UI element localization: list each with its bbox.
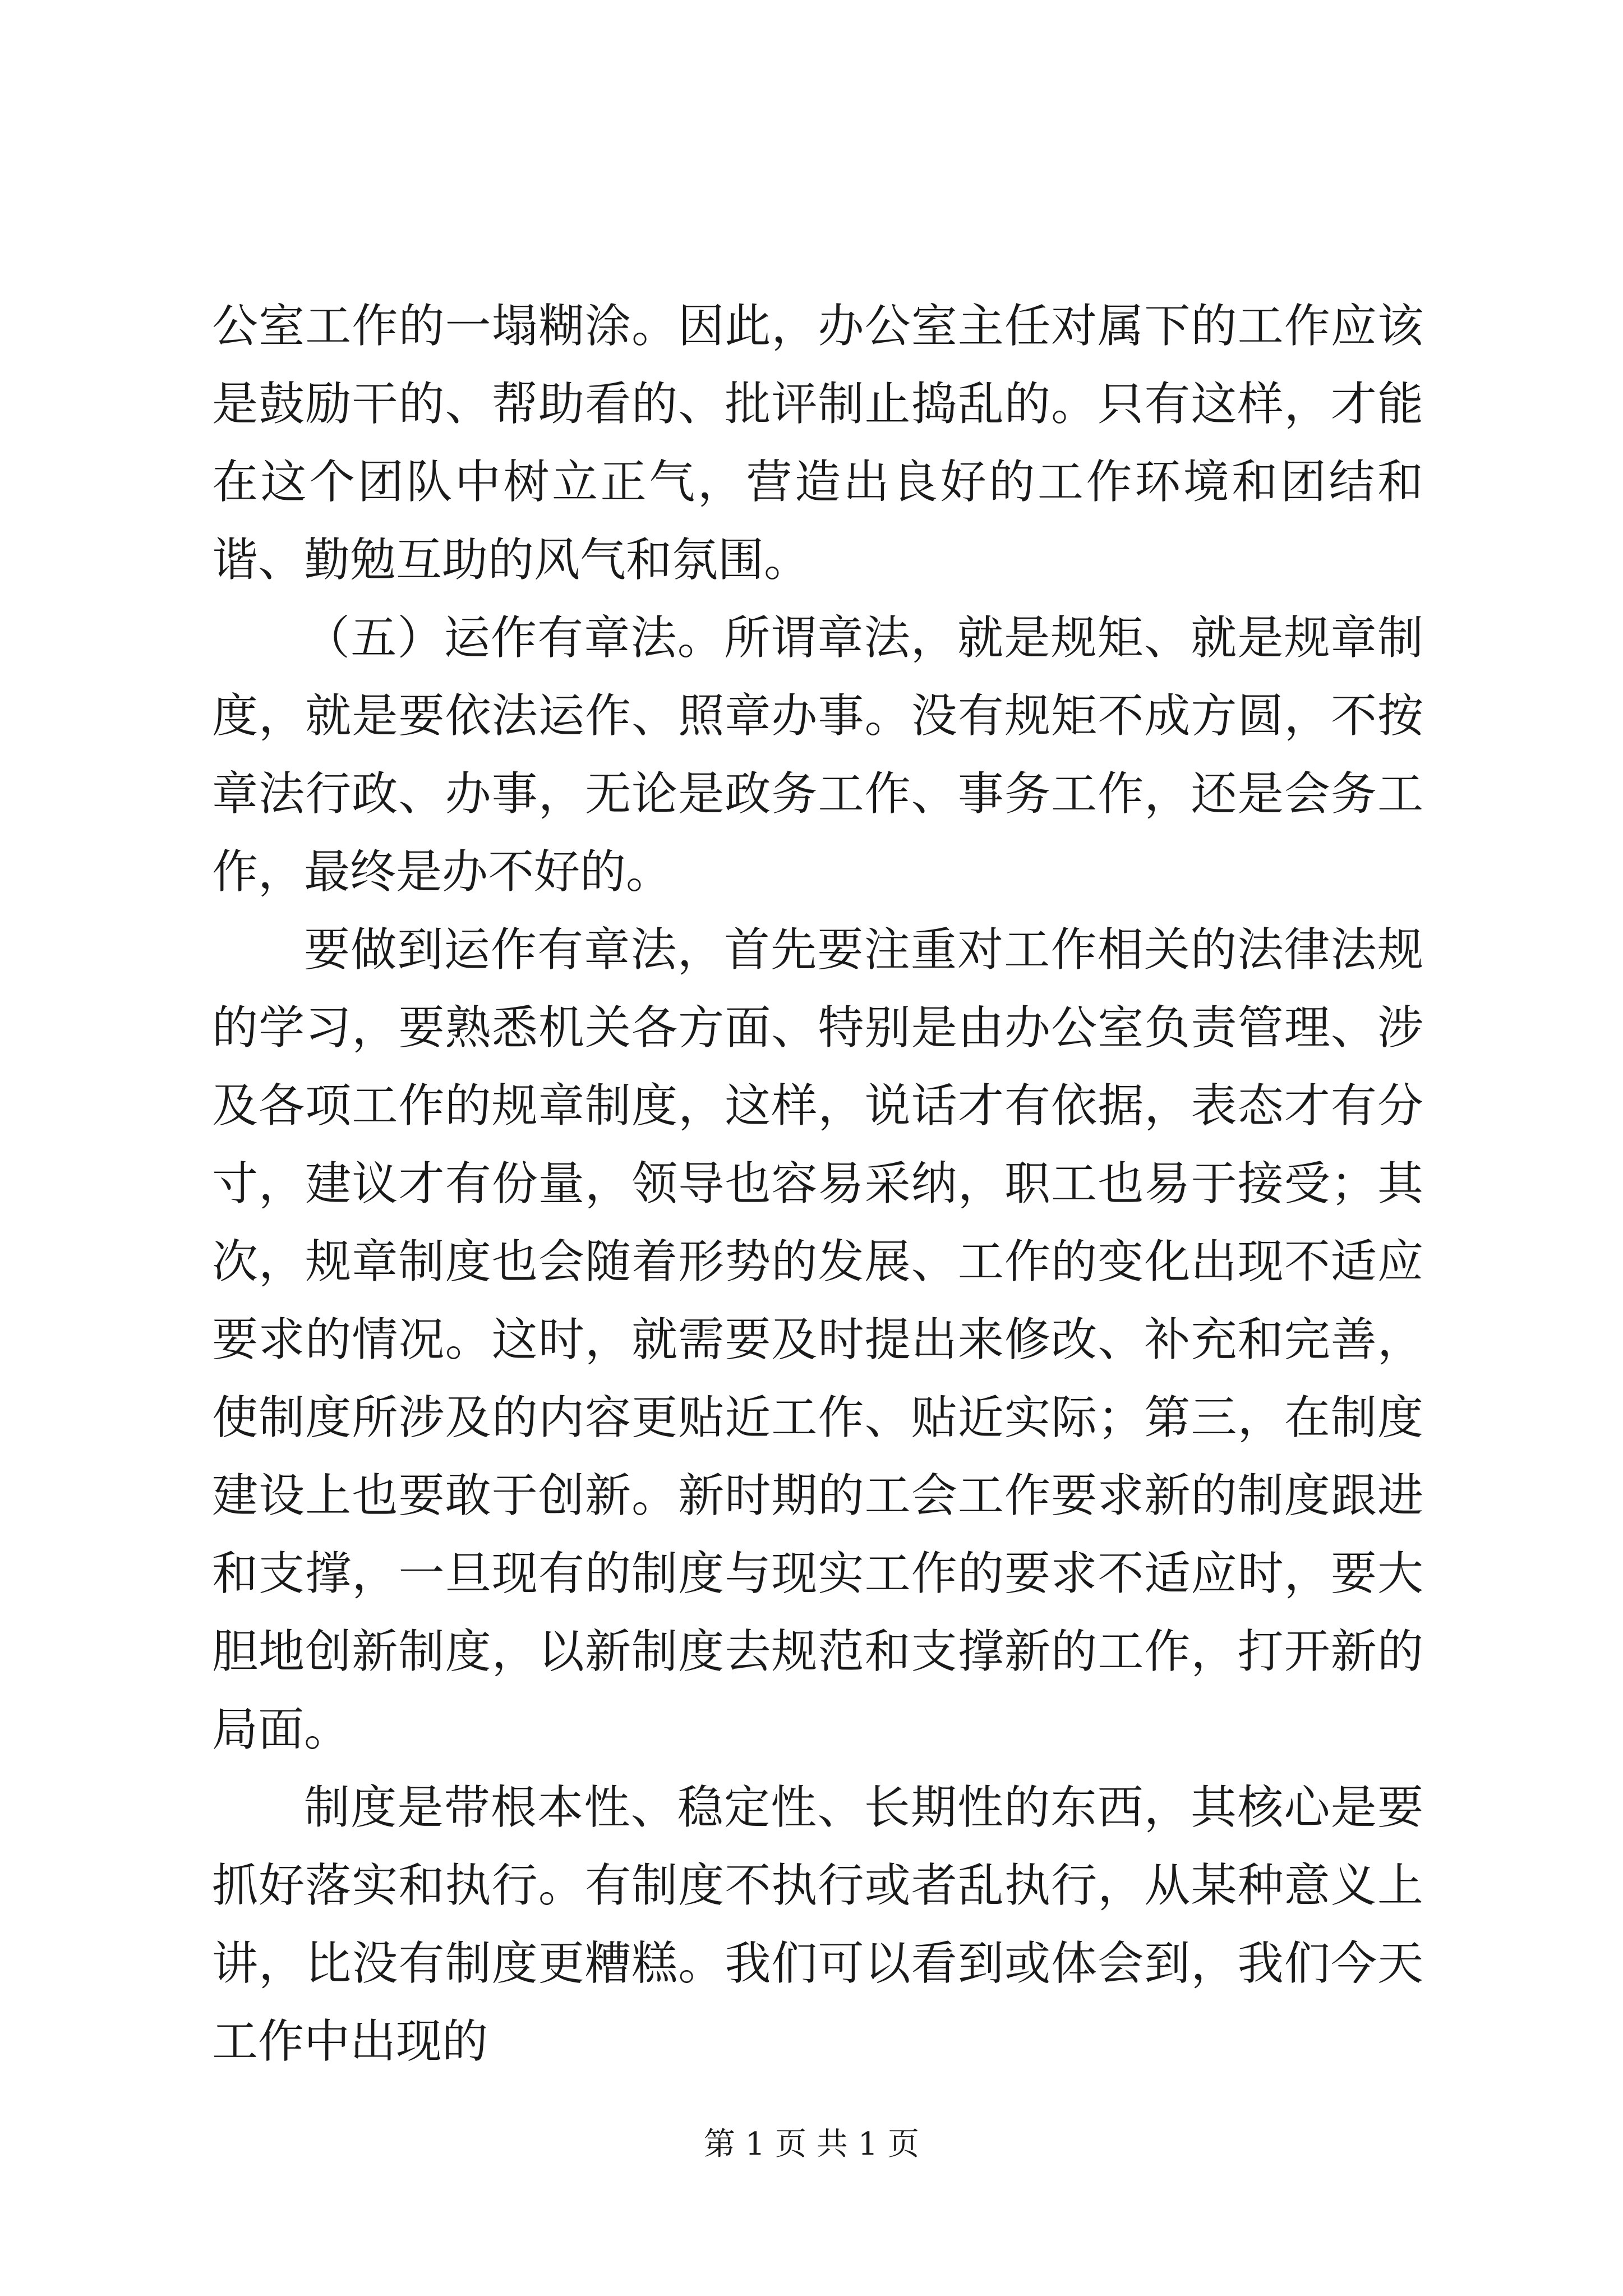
- paragraph-3: 要做到运作有章法，首先要注重对工作相关的法律法规的学习，要熟悉机关各方面、特别是由办公室负责管理、涉及各项工作的规章制度，这样，说话才有依据，表态才有分寸，建议才有份量，领导也容易采纳，职工也易于接受；其次，规章制度也会随着形势的发展、工作的变化出现不适应要求的情况。这时，就需要及时提出来修改、补充和完善，使制度所涉及的内容更贴近工作、贴近实际；第三，在制度建设上也要敢于创新。新时期的工会工作要求新的制度跟进和支撑，一旦现有的制度与现实工作的要求不适应时，要大胆地创新制度，以新制度去规范和支撑新的工作，打开新的局面。: [212, 923, 1423, 1756]
- page-footer: 第 1 页 共 1 页: [703, 2126, 920, 2162]
- paragraph-1: 公室工作的一塌糊涂。因此，办公室主任对属下的工作应该是鼓励干的、帮助看的、批评制止捣乱的。只有这样，才能在这个团队中树立正气，营造出良好的工作环境和团结和谐、勤勉互助的风气和氛围。: [212, 300, 1423, 587]
- body-text: [212, 287, 1423, 2081]
- paragraph-2: （五）运作有章法。所谓章法，就是规矩、就是规章制度，就是要依法运作、照章办事。没有规矩不成方圆，不按章法行政、办事，无论是政务工作、事务工作，还是会务工作，最终是办不好的。: [212, 611, 1423, 899]
- paragraph-4: 制度是带根本性、稳定性、长期性的东西，其核心是要抓好落实和执行。有制度不执行或者乱执行，从某种意义上讲，比没有制度更糟糕。我们可以看到或体会到，我们今天工作中出现的: [212, 1781, 1423, 2068]
